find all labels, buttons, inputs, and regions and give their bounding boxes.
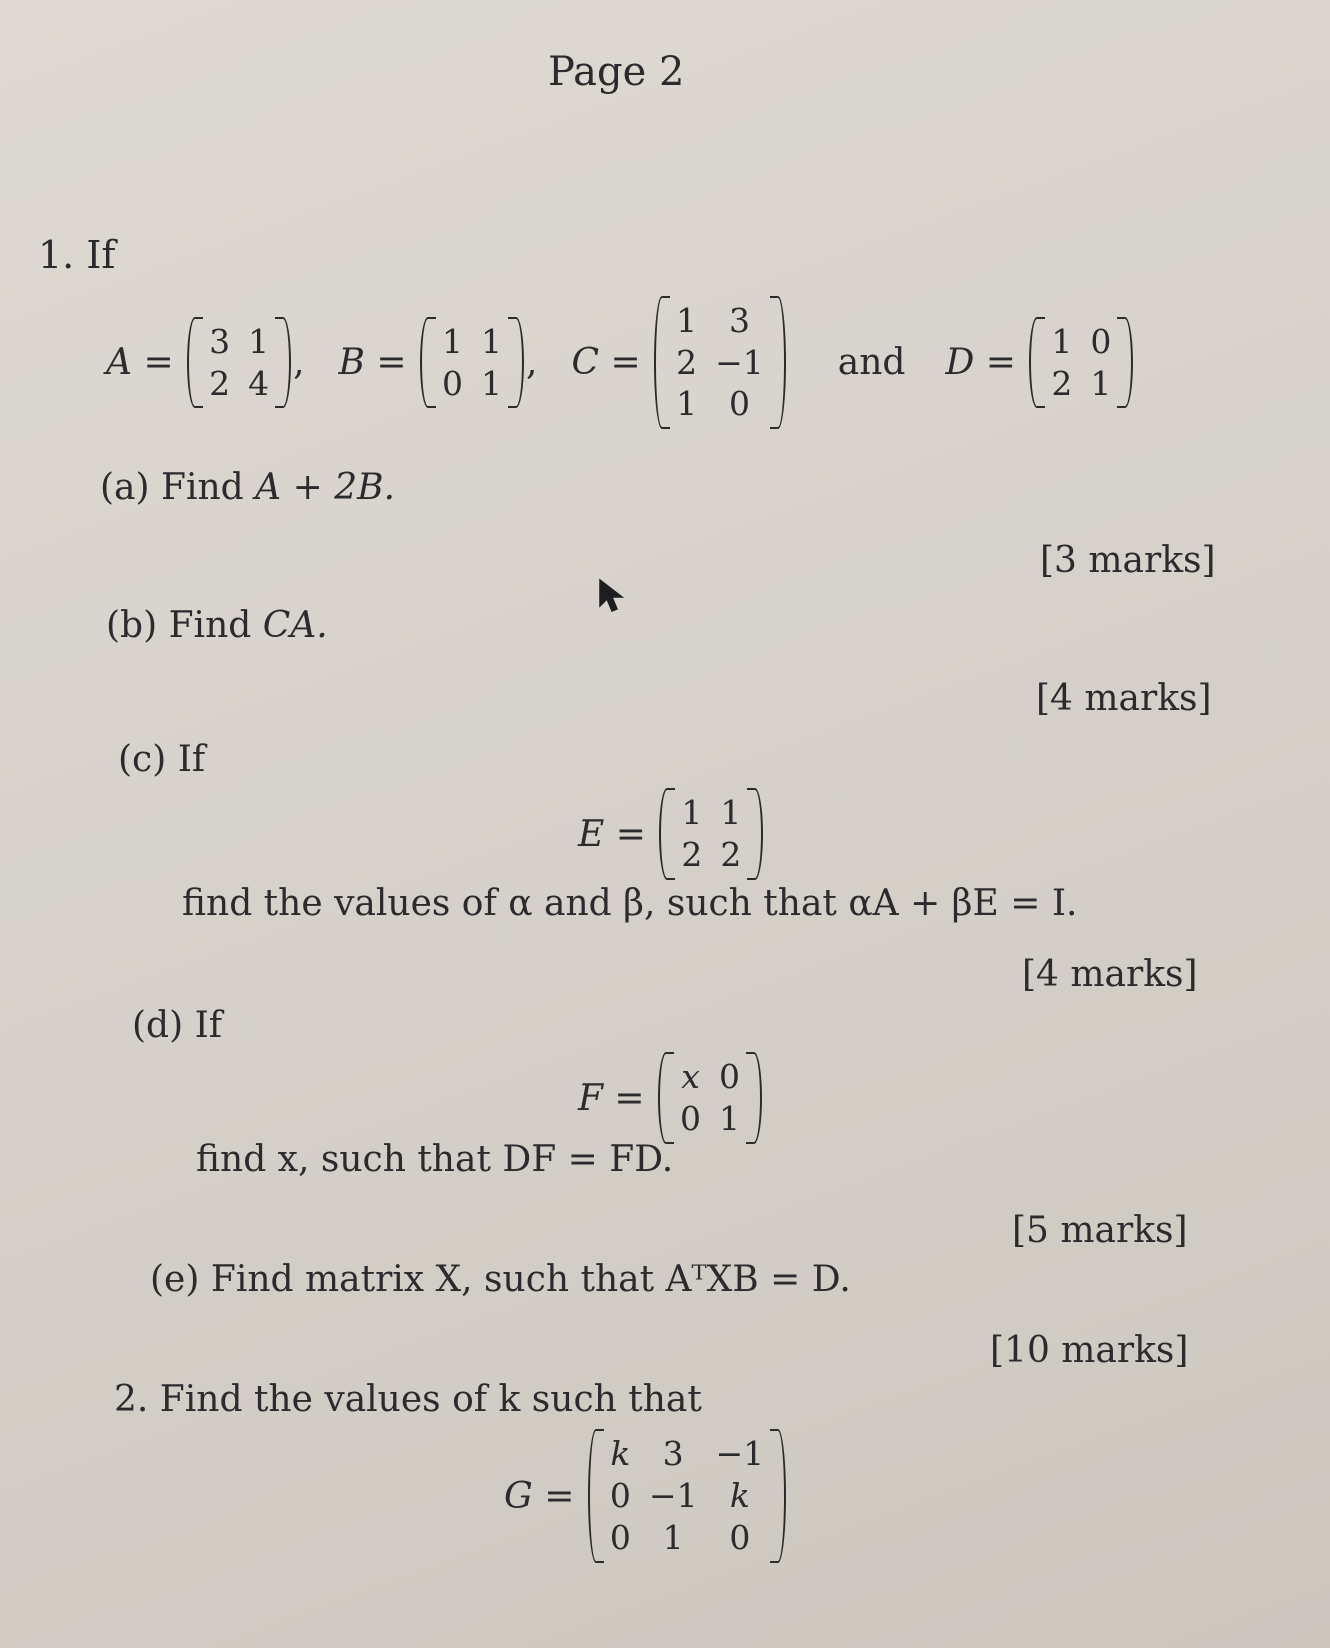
matrix-entry: 3 bbox=[209, 321, 231, 361]
part-e-marks: [10 marks] bbox=[990, 1330, 1189, 1371]
right-paren bbox=[747, 788, 763, 880]
left-paren bbox=[588, 1429, 604, 1563]
matrix-entry: −1 bbox=[648, 1476, 698, 1516]
matrix-e bbox=[659, 788, 763, 880]
matrix-d-name: D bbox=[945, 342, 975, 383]
matrix-b bbox=[420, 317, 524, 409]
matrix-a bbox=[187, 317, 291, 409]
left-paren bbox=[187, 317, 203, 409]
left-paren bbox=[420, 317, 436, 409]
matrix-entry: 0 bbox=[729, 1517, 751, 1557]
matrix-entry: 1 bbox=[676, 300, 698, 340]
matrix-entry: 2 bbox=[676, 342, 698, 382]
matrix-entry: 1 bbox=[1090, 363, 1112, 403]
matrix-d bbox=[1029, 317, 1133, 409]
matrix-entries bbox=[1045, 317, 1117, 409]
matrix-entries bbox=[670, 296, 770, 430]
matrix-e-equation: E = 1 1 2 2 bbox=[578, 788, 765, 880]
matrix-entry: 1 bbox=[720, 793, 742, 833]
matrix-entry: −1 bbox=[715, 342, 764, 382]
matrix-entry: 1 bbox=[442, 321, 464, 361]
matrix-entry: 1 bbox=[248, 321, 270, 361]
matrix-entry: 1 bbox=[481, 363, 503, 403]
matrix-a-name: A bbox=[106, 342, 132, 383]
matrix-entry: 0 bbox=[728, 384, 750, 424]
right-paren bbox=[1117, 317, 1133, 409]
mouse-pointer-icon bbox=[598, 578, 628, 618]
matrix-e-name: E bbox=[578, 813, 605, 855]
matrix-entry: k bbox=[729, 1476, 750, 1516]
left-paren bbox=[1029, 317, 1045, 409]
matrix-g-equation: G = k 3 −1 0 −1 k 0 1 0 bbox=[504, 1432, 788, 1560]
matrix-entry: 0 bbox=[442, 363, 464, 403]
matrix-entry: 3 bbox=[728, 300, 750, 340]
part-b-question bbox=[106, 605, 328, 646]
matrix-entries bbox=[436, 317, 508, 409]
matrix-entry: 1 bbox=[681, 793, 703, 833]
page-title: Page 2 bbox=[548, 49, 685, 95]
left-paren bbox=[658, 1052, 674, 1144]
right-paren bbox=[508, 317, 524, 409]
matrix-b-name: B bbox=[338, 342, 365, 383]
matrix-entries bbox=[203, 317, 275, 409]
right-paren bbox=[746, 1052, 762, 1144]
matrix-entry: −1 bbox=[715, 1434, 765, 1474]
left-paren bbox=[659, 788, 675, 880]
part-d-marks: [5 marks] bbox=[1012, 1210, 1188, 1251]
matrix-entry: 4 bbox=[248, 363, 270, 403]
matrix-entry: 2 bbox=[209, 363, 231, 403]
matrix-entry: k bbox=[610, 1434, 631, 1474]
part-a-label: (a) Find bbox=[100, 467, 256, 508]
question-2-intro: 2. Find the values of k such that bbox=[114, 1379, 702, 1420]
part-e-question: (e) Find matrix X, such that AᵀXB = D. bbox=[150, 1259, 851, 1300]
question-1-intro: 1. If bbox=[38, 233, 116, 277]
right-paren bbox=[770, 1429, 786, 1563]
matrix-entry: 1 bbox=[481, 321, 503, 361]
matrix-entries bbox=[675, 788, 747, 880]
matrix-entries bbox=[604, 1429, 770, 1563]
part-c-text: find the values of α and β, such that αA + βE = I. bbox=[182, 883, 1078, 924]
part-a-marks: [3 marks] bbox=[1040, 540, 1216, 581]
matrix-entry: 3 bbox=[662, 1434, 684, 1474]
part-d-label: (d) If bbox=[132, 1005, 223, 1046]
matrix-entries bbox=[674, 1052, 746, 1144]
part-b-marks: [4 marks] bbox=[1036, 678, 1212, 719]
matrix-entry: 0 bbox=[719, 1057, 741, 1097]
matrix-entry: x bbox=[681, 1057, 700, 1097]
matrix-g bbox=[588, 1429, 786, 1563]
matrix-entry: 1 bbox=[1051, 321, 1073, 361]
part-a-expr: A + 2B. bbox=[255, 467, 396, 508]
matrix-entry: 1 bbox=[662, 1517, 684, 1557]
right-paren bbox=[770, 296, 786, 430]
matrix-entry: 1 bbox=[676, 384, 698, 424]
part-a-question bbox=[100, 467, 396, 508]
part-b-label: (b) Find bbox=[106, 605, 263, 646]
matrix-f-equation: F = x 0 0 1 bbox=[578, 1052, 764, 1144]
matrix-c bbox=[654, 296, 786, 430]
matrix-f bbox=[658, 1052, 762, 1144]
matrix-entry: 1 bbox=[719, 1099, 741, 1138]
matrix-g-name: G bbox=[504, 1475, 533, 1517]
matrix-definitions: A = 3 1 2 4 , B = 1 1 0 1 , C = 1 3 2 −1 1 0 and D = 1 0 2 1 bbox=[106, 290, 1135, 435]
part-c-marks: [4 marks] bbox=[1022, 954, 1198, 995]
right-paren bbox=[275, 317, 291, 409]
matrix-entry: 0 bbox=[609, 1517, 631, 1557]
matrix-c-name: C bbox=[571, 342, 600, 383]
part-d-text: find x, such that DF = FD. bbox=[196, 1139, 674, 1180]
matrix-f-name: F bbox=[578, 1077, 603, 1119]
left-paren bbox=[654, 296, 670, 430]
matrix-entry: 2 bbox=[681, 835, 703, 874]
part-c-label: (c) If bbox=[118, 739, 206, 780]
matrix-entry: 0 bbox=[680, 1099, 702, 1138]
matrix-entry: 0 bbox=[609, 1476, 631, 1516]
and-word: and bbox=[837, 342, 906, 383]
part-b-expr: CA. bbox=[262, 605, 328, 646]
matrix-entry: 2 bbox=[720, 835, 742, 874]
matrix-entry: 2 bbox=[1051, 363, 1073, 403]
matrix-entry: 0 bbox=[1090, 321, 1112, 361]
